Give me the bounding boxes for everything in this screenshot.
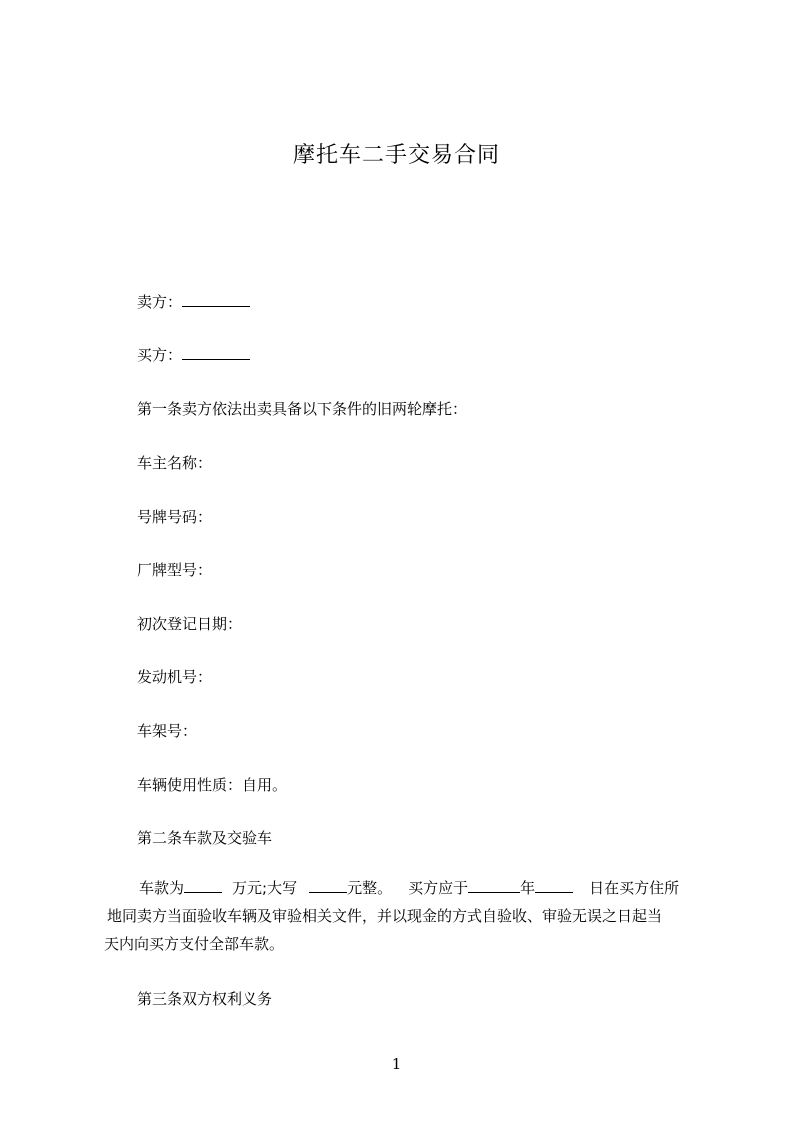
field-brand-model: 厂牌型号： [137, 561, 213, 579]
field-engine-number: 发动机号： [137, 668, 213, 686]
payment-text-yuan: 元整。 [347, 879, 393, 897]
field-frame-number: 车架号： [137, 722, 198, 740]
payment-line-3: 天内向买方支付全部车款。 [104, 935, 285, 953]
buyer-line [137, 345, 250, 365]
payment-text-day: 日在买方住所 [589, 879, 680, 897]
capital-amount-blank [309, 878, 347, 893]
payment-text-year: 年 [520, 879, 536, 897]
amount-blank [184, 878, 222, 893]
buyer-blank [182, 345, 250, 360]
field-first-registration-date: 初次登记日期： [137, 615, 243, 633]
payment-paragraph [104, 874, 704, 958]
seller-blank [182, 292, 250, 307]
buyer-label: 买方： [137, 346, 183, 364]
field-owner-name: 车主名称： [137, 454, 213, 472]
article-1-heading: 第一条卖方依法出卖具备以下条件的旧两轮摩托： [137, 400, 468, 418]
page-number: 1 [391, 1055, 402, 1073]
payment-text-buyer-shall: 买方应于 [408, 879, 469, 897]
field-plate-number: 号牌号码： [137, 508, 213, 526]
day-blank [535, 878, 573, 893]
payment-text-amount: 车款为 [139, 879, 185, 897]
document-title: 摩托车二手交易合同 [292, 143, 500, 168]
year-blank [468, 878, 520, 893]
payment-line-1 [104, 874, 704, 902]
payment-line-2: 地同卖方当面验收车辆及审验相关文件，并以现金的方式自验收、审验无误之日起当 [107, 907, 663, 925]
article-2-heading: 第二条车款及交验车 [137, 829, 273, 847]
payment-text-wan: 万元;大写 [232, 879, 298, 897]
seller-label: 卖方： [137, 293, 183, 311]
article-3-heading: 第三条双方权利义务 [137, 990, 273, 1008]
field-usage-nature: 车辆使用性质：自用。 [137, 776, 288, 794]
seller-line [137, 292, 250, 312]
